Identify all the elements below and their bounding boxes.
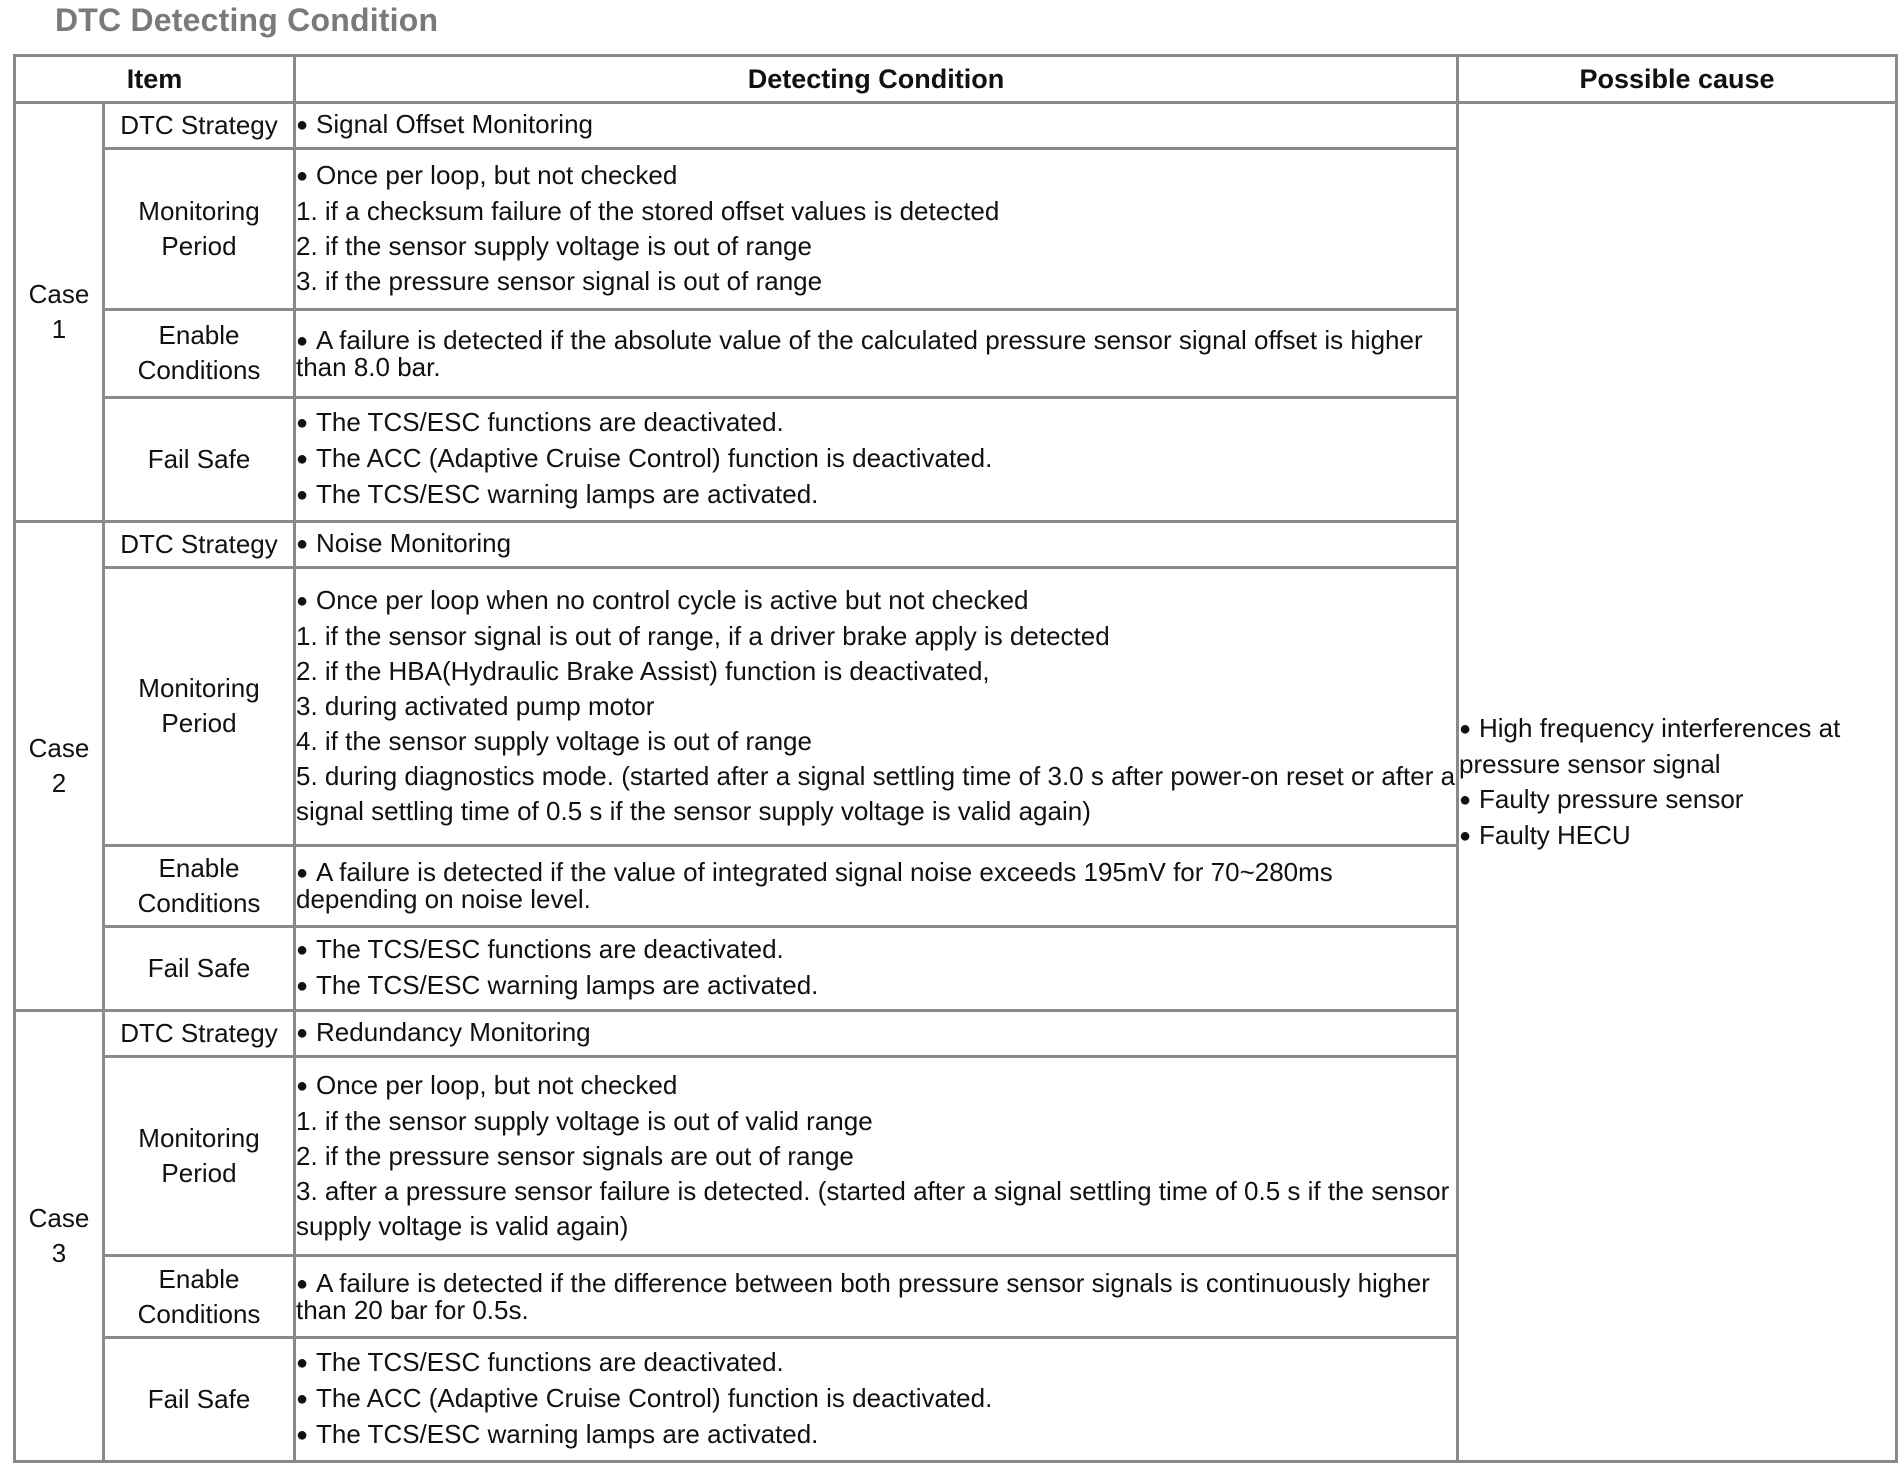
item-label-line: Conditions: [137, 1298, 261, 1329]
table-header-row: [15, 56, 1897, 103]
item-label-line: Monitoring: [138, 673, 260, 704]
condition-line: 1. if the sensor signal is out of range, if a driver brake apply is detected: [296, 621, 1110, 652]
item-label: [104, 1056, 295, 1256]
item-label-line: Period: [161, 1158, 237, 1189]
bullet-icon: ●: [296, 590, 309, 613]
condition-line: 3. after a pressure sensor failure is detected. (started after a signal settling time of 0.5 s if the sensor supply voltage is valid again): [296, 1176, 1457, 1242]
item-label: [104, 397, 295, 521]
condition-line: ● Redundancy Monitoring: [296, 1015, 1456, 1051]
item-label: [104, 103, 295, 149]
bullet-icon: ●: [296, 1075, 309, 1098]
condition-line: 2. if the sensor supply voltage is out of range: [296, 231, 812, 262]
condition-line: 2. if the pressure sensor signals are out of range: [296, 1141, 854, 1172]
detecting-condition-cell: [295, 309, 1458, 397]
bullet-icon: ●: [296, 114, 309, 137]
condition-line: ● Once per loop when no control cycle is active but not checked: [296, 583, 1456, 619]
table-row: [15, 103, 1897, 149]
detecting-condition-cell: [295, 1010, 1458, 1056]
condition-line: ● The ACC (Adaptive Cruise Control) function is deactivated.: [296, 441, 1456, 477]
possible-cause-item: ● Faulty pressure sensor: [1459, 782, 1895, 818]
detecting-condition-cell: [295, 1256, 1458, 1338]
bullet-icon: ●: [296, 1388, 309, 1411]
condition-line: ● Once per loop, but not checked: [296, 158, 1456, 194]
item-label-line: DTC Strategy: [120, 528, 278, 559]
detecting-condition-cell: [295, 1337, 1458, 1461]
item-label-line: Fail Safe: [147, 1383, 251, 1414]
condition-line: ● Signal Offset Monitoring: [296, 107, 1456, 143]
case-label-line: 3: [51, 1237, 67, 1268]
bullet-icon: ●: [1459, 717, 1472, 740]
condition-line: ● A failure is detected if the absolute value of the calculated pressure sensor signal offset is higher than 8.0 bar.: [296, 324, 1430, 382]
possible-cause-item: ● Faulty HECU: [1459, 818, 1895, 854]
bullet-icon: ●: [296, 862, 309, 885]
item-label-line: Conditions: [137, 887, 261, 918]
possible-cause-cell: [1458, 103, 1897, 1462]
item-label: [104, 1256, 295, 1338]
item-label: [104, 567, 295, 845]
bullet-icon: ●: [296, 448, 309, 471]
detecting-condition-cell: [295, 103, 1458, 149]
condition-line: ● The TCS/ESC functions are deactivated.: [296, 932, 1456, 968]
bullet-icon: ●: [296, 1424, 309, 1447]
bullet-icon: ●: [296, 939, 309, 962]
bullet-icon: ●: [296, 329, 309, 352]
bullet-icon: ●: [1459, 788, 1472, 811]
item-label-line: Monitoring: [138, 1123, 260, 1154]
header-item: Item: [15, 56, 295, 103]
item-label-line: Period: [161, 708, 237, 739]
detecting-condition-cell: [295, 1056, 1458, 1256]
condition-line: ● The ACC (Adaptive Cruise Control) function is deactivated.: [296, 1381, 1456, 1417]
condition-line: 3. during activated pump motor: [296, 691, 655, 722]
condition-line: ● The TCS/ESC warning lamps are activated.: [296, 477, 1456, 513]
item-label: [104, 1337, 295, 1461]
condition-line: ● Once per loop, but not checked: [296, 1068, 1456, 1104]
case-label: [15, 521, 104, 1010]
page-title: DTC Detecting Condition: [55, 2, 439, 38]
dtc-condition-table: [13, 54, 1898, 1463]
item-label-line: Fail Safe: [147, 952, 251, 983]
condition-line: ● A failure is detected if the difference between both pressure sensor signals is continuously higher than 20 bar for 0.5s.: [296, 1268, 1438, 1326]
condition-line: 1. if a checksum failure of the stored offset values is detected: [296, 196, 1000, 227]
condition-line: ● A failure is detected if the value of integrated signal noise exceeds 195mV for 70~280ms depending on noise level.: [296, 857, 1341, 915]
item-label-line: Fail Safe: [147, 443, 251, 474]
condition-line: 5. during diagnostics mode. (started after a signal settling time of 3.0 s after power-on reset or after a signal settling time of 0.5 s if the sensor supply voltage is valid again): [296, 761, 1463, 827]
bullet-icon: ●: [296, 1022, 309, 1045]
condition-line: ● Noise Monitoring: [296, 526, 1456, 562]
header-detecting-condition: Detecting Condition: [295, 56, 1458, 103]
item-label: [104, 1010, 295, 1056]
item-label-line: Enable: [158, 1263, 240, 1294]
condition-line: 4. if the sensor supply voltage is out of range: [296, 726, 812, 757]
condition-line: 2. if the HBA(Hydraulic Brake Assist) function is deactivated,: [296, 656, 990, 687]
item-label-line: DTC Strategy: [120, 1017, 278, 1048]
detecting-condition-cell: [295, 521, 1458, 567]
item-label: [104, 148, 295, 309]
detecting-condition-cell: [295, 397, 1458, 521]
condition-line: 1. if the sensor supply voltage is out of valid range: [296, 1106, 873, 1137]
case-label-line: 1: [51, 313, 67, 344]
condition-line: ● The TCS/ESC warning lamps are activated.: [296, 1417, 1456, 1453]
detecting-condition-cell: [295, 567, 1463, 845]
bullet-icon: ●: [296, 1352, 309, 1375]
condition-line: ● The TCS/ESC warning lamps are activated.: [296, 968, 1456, 1004]
item-label-line: Enable: [158, 320, 240, 351]
bullet-icon: ●: [296, 484, 309, 507]
item-label-line: Monitoring: [138, 195, 260, 226]
possible-cause-item: ● High frequency interferences at pressure sensor signal: [1459, 712, 1848, 779]
item-label-line: Conditions: [137, 355, 261, 386]
case-label-line: 2: [51, 767, 67, 798]
item-label: [104, 927, 295, 1011]
bullet-icon: ●: [296, 165, 309, 188]
item-label: [104, 845, 295, 927]
detecting-condition-cell: [295, 845, 1458, 927]
detecting-condition-cell: [295, 148, 1458, 309]
detecting-condition-cell: [295, 927, 1458, 1011]
item-label-line: Enable: [158, 852, 240, 883]
header-possible-cause: Possible cause: [1458, 56, 1897, 103]
case-label: [15, 103, 104, 522]
case-label: [15, 1010, 104, 1461]
bullet-icon: ●: [296, 533, 309, 556]
case-label-line: Case: [28, 732, 90, 763]
bullet-icon: ●: [296, 1273, 309, 1296]
condition-line: ● The TCS/ESC functions are deactivated.: [296, 1345, 1456, 1381]
condition-line: ● The TCS/ESC functions are deactivated.: [296, 405, 1456, 441]
condition-line: 3. if the pressure sensor signal is out of range: [296, 266, 823, 297]
bullet-icon: ●: [296, 412, 309, 435]
item-label: [104, 309, 295, 397]
bullet-icon: ●: [1459, 824, 1472, 847]
item-label-line: DTC Strategy: [120, 109, 278, 140]
case-label-line: Case: [28, 278, 90, 309]
item-label-line: Period: [161, 230, 237, 261]
item-label: [104, 521, 295, 567]
bullet-icon: ●: [296, 975, 309, 998]
case-label-line: Case: [28, 1202, 90, 1233]
